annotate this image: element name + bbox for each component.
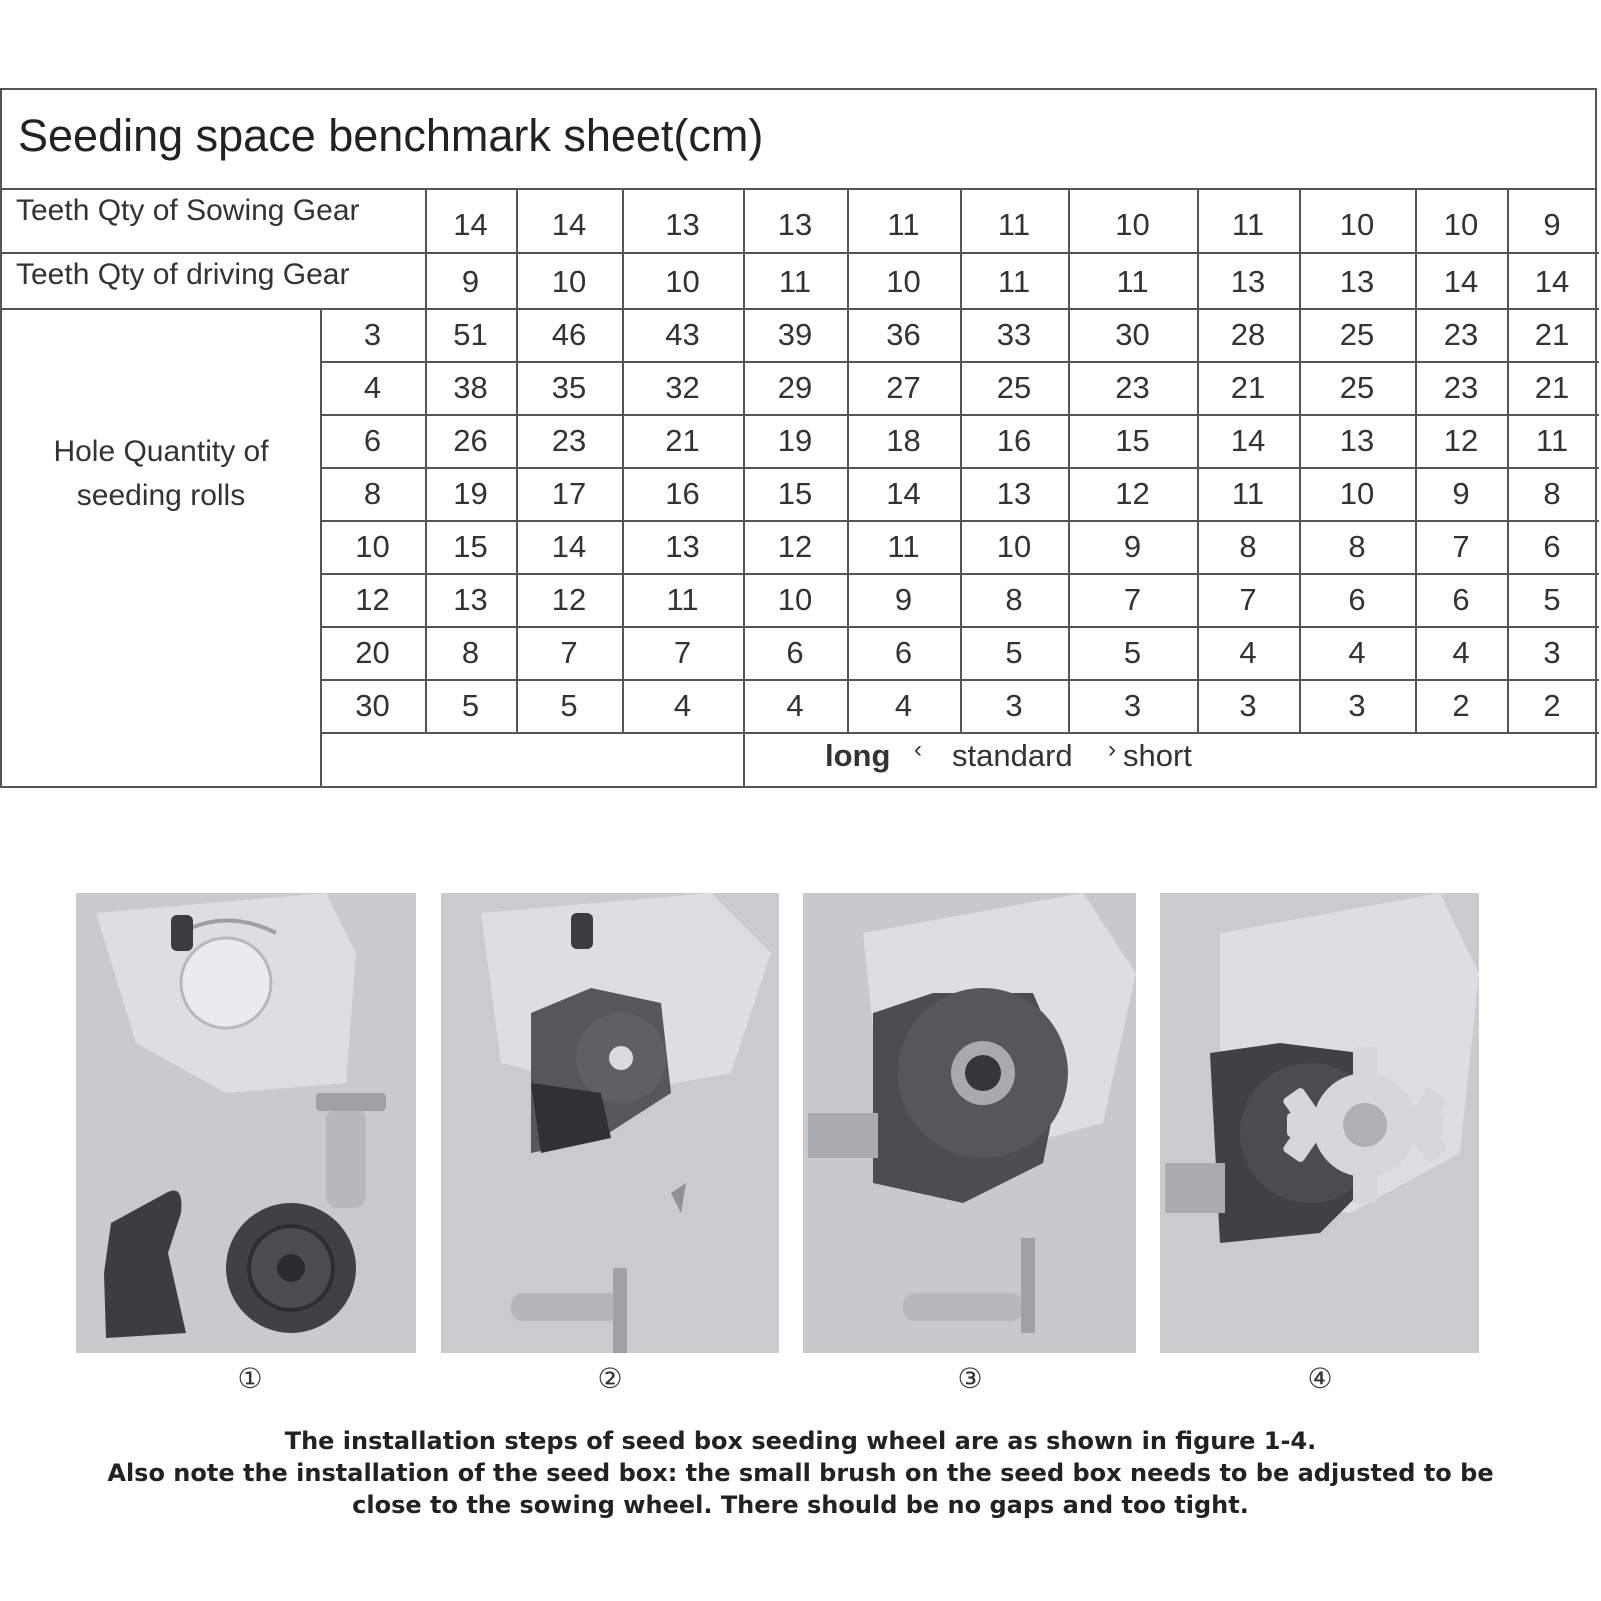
spacing-value-cell: 9 [1123, 528, 1142, 564]
photo-caption-4: ④ [1307, 1363, 1333, 1394]
spacing-value-cell: 3 [1005, 687, 1023, 723]
spacing-value-cell: 30 [1115, 316, 1150, 352]
spacing-value-cell: 2 [1543, 687, 1561, 723]
installation-photo-4 [1160, 893, 1479, 1353]
spacing-value-cell: 21 [665, 422, 700, 458]
photo-caption-2: ② [597, 1363, 623, 1394]
spacing-value-cell: 39 [777, 316, 813, 352]
spacing-value-cell: 6 [786, 634, 804, 670]
spacing-value-cell: 6 [1348, 581, 1366, 617]
driving-teeth-cell: 10 [886, 264, 921, 299]
spacing-value-cell: 5 [560, 687, 578, 723]
sowing-gear-label: Teeth Qty of Sowing Gear [16, 194, 360, 227]
spacing-value-cell: 21 [1534, 369, 1570, 405]
spacing-value-cell: 32 [665, 369, 700, 405]
spacing-value-cell: 4 [673, 687, 692, 723]
legend-long: long [825, 738, 891, 773]
driving-teeth-cell: 11 [778, 264, 812, 299]
sowing-teeth-cell: 13 [665, 207, 700, 242]
driving-teeth-cell: 13 [1339, 264, 1375, 299]
spacing-value-cell: 5 [1005, 634, 1023, 670]
hole-qty-cell: 20 [355, 634, 390, 670]
spacing-value-cell: 19 [777, 422, 813, 458]
spacing-value-cell: 36 [886, 316, 921, 352]
spacing-value-cell: 5 [461, 687, 480, 723]
sowing-teeth-cell: 11 [997, 207, 1031, 242]
spacing-value-cell: 25 [996, 369, 1032, 405]
spacing-value-cell: 9 [1452, 475, 1470, 511]
spacing-value-cell: 12 [551, 581, 587, 617]
spacing-value-cell: 23 [1443, 316, 1479, 352]
spacing-value-cell: 25 [1339, 316, 1375, 352]
spacing-value-cell: 5 [1123, 634, 1142, 670]
driving-teeth-cell: 14 [1534, 264, 1570, 299]
spacing-value-cell: 13 [1339, 422, 1375, 458]
table-title-cell [2, 90, 1597, 190]
spacing-value-cell: 3 [1123, 687, 1142, 723]
spacing-value-cell: 7 [1239, 581, 1257, 617]
spacing-value-cell: 23 [551, 422, 587, 458]
driving-gear-label: Teeth Qty of driving Gear [16, 258, 350, 291]
hole-qty-cell: 3 [363, 316, 382, 352]
spacing-value-cell: 6 [1543, 528, 1561, 564]
sowing-teeth-cell: 11 [887, 207, 920, 242]
spacing-value-cell: 8 [1005, 581, 1023, 617]
spacing-value-cell: 23 [1443, 369, 1479, 405]
spacing-value-cell: 11 [666, 581, 699, 617]
spacing-value-cell: 11 [1231, 475, 1265, 511]
spacing-value-cell: 43 [665, 316, 700, 352]
driving-teeth-cell: 9 [461, 264, 480, 299]
sowing-teeth-cell: 14 [551, 207, 587, 242]
spacing-value-cell: 4 [1452, 634, 1470, 670]
hole-quantity-label-line2: seeding rolls [76, 479, 246, 512]
spacing-value-cell: 6 [894, 634, 913, 670]
grid-line [320, 732, 1599, 734]
spacing-value-cell: 11 [1535, 422, 1569, 458]
spacing-value-cell: 21 [1534, 316, 1570, 352]
installation-photo-3 [803, 893, 1136, 1353]
hole-qty-cell: 30 [355, 687, 390, 723]
spacing-value-cell: 8 [1348, 528, 1366, 564]
spacing-value-cell: 14 [886, 475, 921, 511]
spacing-value-cell: 12 [1115, 475, 1150, 511]
hole-qty-cell: 8 [363, 475, 382, 511]
photo-caption-1: ① [237, 1363, 263, 1394]
table-title: Seeding space benchmark sheet(cm) [18, 110, 764, 161]
spacing-value-cell: 18 [886, 422, 921, 458]
spacing-value-cell: 13 [453, 581, 488, 617]
sowing-teeth-cell: 11 [1231, 207, 1265, 242]
spacing-value-cell: 7 [1123, 581, 1142, 617]
sowing-teeth-cell: 13 [777, 207, 813, 242]
spacing-value-cell: 3 [1239, 687, 1257, 723]
spacing-value-cell: 17 [551, 475, 587, 511]
spacing-value-cell: 27 [886, 369, 921, 405]
driving-teeth-cell: 14 [1443, 264, 1479, 299]
spacing-value-cell: 16 [665, 475, 700, 511]
spacing-value-cell: 4 [1239, 634, 1257, 670]
sowing-teeth-cell: 10 [1115, 207, 1150, 242]
spacing-value-cell: 12 [777, 528, 813, 564]
spacing-value-cell: 33 [996, 316, 1032, 352]
spacing-value-cell: 11 [887, 528, 920, 564]
spacing-value-cell: 19 [453, 475, 488, 511]
spacing-value-cell: 35 [551, 369, 587, 405]
legend-arrow-left: ‹ [914, 736, 922, 763]
spacing-value-cell: 8 [1543, 475, 1561, 511]
note-line-2: Also note the installation of the seed box: the small brush on the seed box needs to be adjusted to be [107, 1459, 1494, 1487]
spacing-value-cell: 14 [551, 528, 587, 564]
spacing-value-cell: 4 [1348, 634, 1366, 670]
spacing-value-cell: 29 [777, 369, 813, 405]
spacing-value-cell: 7 [560, 634, 578, 670]
spacing-value-cell: 26 [453, 422, 488, 458]
spacing-value-cell: 3 [1348, 687, 1366, 723]
spacing-value-cell: 4 [786, 687, 804, 723]
spacing-value-cell: 10 [777, 581, 813, 617]
hole-quantity-label-line1: Hole Quantity of [53, 435, 269, 468]
benchmark-table [0, 88, 1597, 788]
photo-caption-3: ③ [957, 1363, 983, 1394]
note-line-1: The installation steps of seed box seeding wheel are as shown in figure 1-4. [284, 1427, 1317, 1455]
legend-arrow-right: › [1108, 736, 1116, 763]
spacing-value-cell: 8 [461, 634, 480, 670]
spacing-value-cell: 23 [1115, 369, 1150, 405]
spacing-value-cell: 5 [1543, 581, 1561, 617]
hole-qty-cell: 6 [363, 422, 382, 458]
spacing-value-cell: 6 [1452, 581, 1470, 617]
spacing-value-cell: 28 [1230, 316, 1266, 352]
spacing-value-cell: 7 [673, 634, 692, 670]
spacing-value-cell: 3 [1543, 634, 1561, 670]
driving-teeth-cell: 11 [1116, 264, 1149, 299]
spacing-value-cell: 51 [453, 316, 488, 352]
installation-photo-1 [76, 893, 416, 1353]
hole-qty-cell: 4 [363, 369, 382, 405]
hole-qty-cell: 12 [355, 581, 390, 617]
grid-line [743, 732, 745, 786]
spacing-value-cell: 38 [453, 369, 488, 405]
spacing-value-cell: 15 [777, 475, 813, 511]
spacing-value-cell: 25 [1339, 369, 1375, 405]
spacing-value-cell: 14 [1230, 422, 1266, 458]
spacing-value-cell: 15 [453, 528, 488, 564]
spacing-value-cell: 21 [1230, 369, 1266, 405]
sowing-teeth-cell: 9 [1543, 207, 1561, 242]
spacing-value-cell: 12 [1443, 422, 1479, 458]
legend-short: short [1123, 738, 1192, 773]
driving-teeth-cell: 11 [997, 264, 1031, 299]
spacing-value-cell: 9 [894, 581, 913, 617]
driving-teeth-cell: 10 [551, 264, 587, 299]
driving-teeth-cell: 10 [665, 264, 700, 299]
spacing-value-cell: 10 [996, 528, 1032, 564]
sowing-teeth-cell: 10 [1339, 207, 1375, 242]
spacing-value-cell: 4 [894, 687, 913, 723]
spacing-value-cell: 10 [1339, 475, 1375, 511]
hole-qty-cell: 10 [355, 528, 390, 564]
spacing-value-cell: 13 [996, 475, 1032, 511]
spacing-value-cell: 2 [1452, 687, 1470, 723]
spacing-value-cell: 46 [551, 316, 587, 352]
sowing-teeth-cell: 10 [1443, 207, 1479, 242]
spacing-value-cell: 16 [996, 422, 1032, 458]
note-line-3: close to the sowing wheel. There should be no gaps and too tight. [352, 1491, 1249, 1519]
spacing-value-cell: 13 [665, 528, 700, 564]
installation-photo-2 [441, 893, 779, 1353]
spacing-value-cell: 7 [1452, 528, 1470, 564]
spacing-value-cell: 8 [1239, 528, 1257, 564]
sowing-teeth-cell: 14 [453, 207, 488, 242]
spacing-value-cell: 15 [1115, 422, 1150, 458]
legend-standard: standard [952, 738, 1073, 773]
driving-teeth-cell: 13 [1230, 264, 1266, 299]
